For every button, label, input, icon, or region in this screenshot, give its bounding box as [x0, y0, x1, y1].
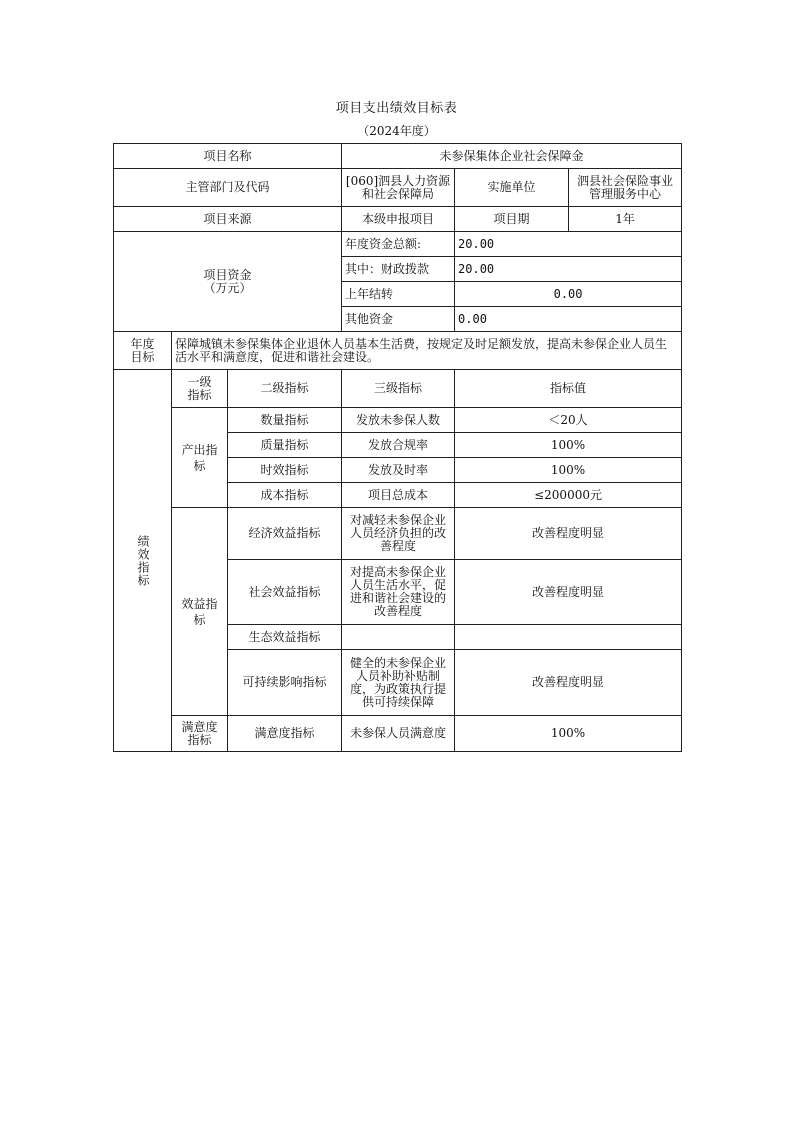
effect-value: 改善程度明显	[455, 560, 682, 625]
row-funds-total	[114, 232, 682, 257]
label-effect-text: 效益指标	[181, 596, 218, 627]
value-annual-goal: 保障城镇未参保集体企业退休人员基本生活费，按规定及时足额发放，提高未参保企业人员生活水平和满意度，促进和谐社会建设。	[172, 332, 682, 370]
label-project-name: 项目名称	[114, 144, 342, 169]
label-output	[172, 408, 228, 508]
label-perf-text: 绩效指标	[136, 534, 150, 587]
label-source: 项目来源	[114, 207, 342, 232]
value-carryover: 0.00	[455, 282, 682, 307]
effect-value: 改善程度明显	[455, 508, 682, 560]
effect-l3: 健全的未参保企业人员补助补贴制度，为政策执行提供可持续保障	[342, 650, 455, 716]
effect-l2: 生态效益指标	[228, 625, 342, 650]
label-dept-code: 主管部门及代码	[114, 169, 342, 207]
page-subtitle: （2024年度）	[357, 124, 436, 138]
value-dept-code: [060]泗县人力资源和社会保障局	[342, 169, 455, 207]
output-value: ＜20人	[455, 408, 682, 433]
output-l2: 成本指标	[228, 483, 342, 508]
label-fiscal: 其中：财政拨款	[342, 257, 455, 282]
output-l3: 发放及时率	[342, 458, 455, 483]
row-indicator-header	[114, 370, 682, 408]
row-project-name	[114, 144, 682, 169]
label-annual-goal: 年度 目标	[114, 332, 172, 370]
effect-l2: 可持续影响指标	[228, 650, 342, 716]
value-period: 1年	[569, 207, 682, 232]
value-annual-total: 20.00	[455, 232, 682, 257]
output-value: 100%	[455, 433, 682, 458]
output-l2: 数量指标	[228, 408, 342, 433]
label-period: 项目期	[455, 207, 569, 232]
satisfaction-value: 100%	[455, 716, 682, 752]
label-perf	[114, 370, 172, 752]
effect-value: 改善程度明显	[455, 650, 682, 716]
table-row	[114, 408, 682, 433]
value-fiscal: 20.00	[455, 257, 682, 282]
row-source	[114, 207, 682, 232]
table-row	[114, 508, 682, 560]
output-value: ≤200000元	[455, 483, 682, 508]
output-l3: 发放未参保人数	[342, 408, 455, 433]
row-dept	[114, 169, 682, 207]
label-funds: 项目资金 （万元）	[114, 232, 342, 332]
satisfaction-l3: 未参保人员满意度	[342, 716, 455, 752]
label-output-text: 产出指标	[181, 442, 218, 473]
row-annual-goal	[114, 332, 682, 370]
page-title: 项目支出绩效目标表	[335, 101, 458, 116]
effect-l2: 经济效益指标	[228, 508, 342, 560]
output-value: 100%	[455, 458, 682, 483]
output-l3: 发放合规率	[342, 433, 455, 458]
header-level2: 二级指标	[228, 370, 342, 408]
performance-goal-table	[113, 143, 682, 752]
value-other: 0.00	[455, 307, 682, 332]
label-impl-unit: 实施单位	[455, 169, 569, 207]
header-level1: 一级 指标	[172, 370, 228, 408]
label-annual-total: 年度资金总额:	[342, 232, 455, 257]
output-l2: 质量指标	[228, 433, 342, 458]
effect-l3: 对提高未参保企业人员生活水平，促进和谐社会建设的改善程度	[342, 560, 455, 625]
header-level3: 三级指标	[342, 370, 455, 408]
label-carryover: 上年结转	[342, 282, 455, 307]
value-impl-unit: 泗县社会保险事业管理服务中心	[569, 169, 682, 207]
effect-l3	[342, 625, 455, 650]
table-row	[114, 716, 682, 752]
output-l2: 时效指标	[228, 458, 342, 483]
output-l3: 项目总成本	[342, 483, 455, 508]
header-value: 指标值	[455, 370, 682, 408]
value-project-name: 未参保集体企业社会保障金	[342, 144, 682, 169]
label-satisfaction: 满意度 指标	[172, 716, 228, 752]
effect-value	[455, 625, 682, 650]
satisfaction-l2: 满意度指标	[228, 716, 342, 752]
effect-l2: 社会效益指标	[228, 560, 342, 625]
effect-l3: 对减轻未参保企业人员经济负担的改善程度	[342, 508, 455, 560]
label-effect	[172, 508, 228, 716]
value-source: 本级申报项目	[342, 207, 455, 232]
label-other: 其他资金	[342, 307, 455, 332]
